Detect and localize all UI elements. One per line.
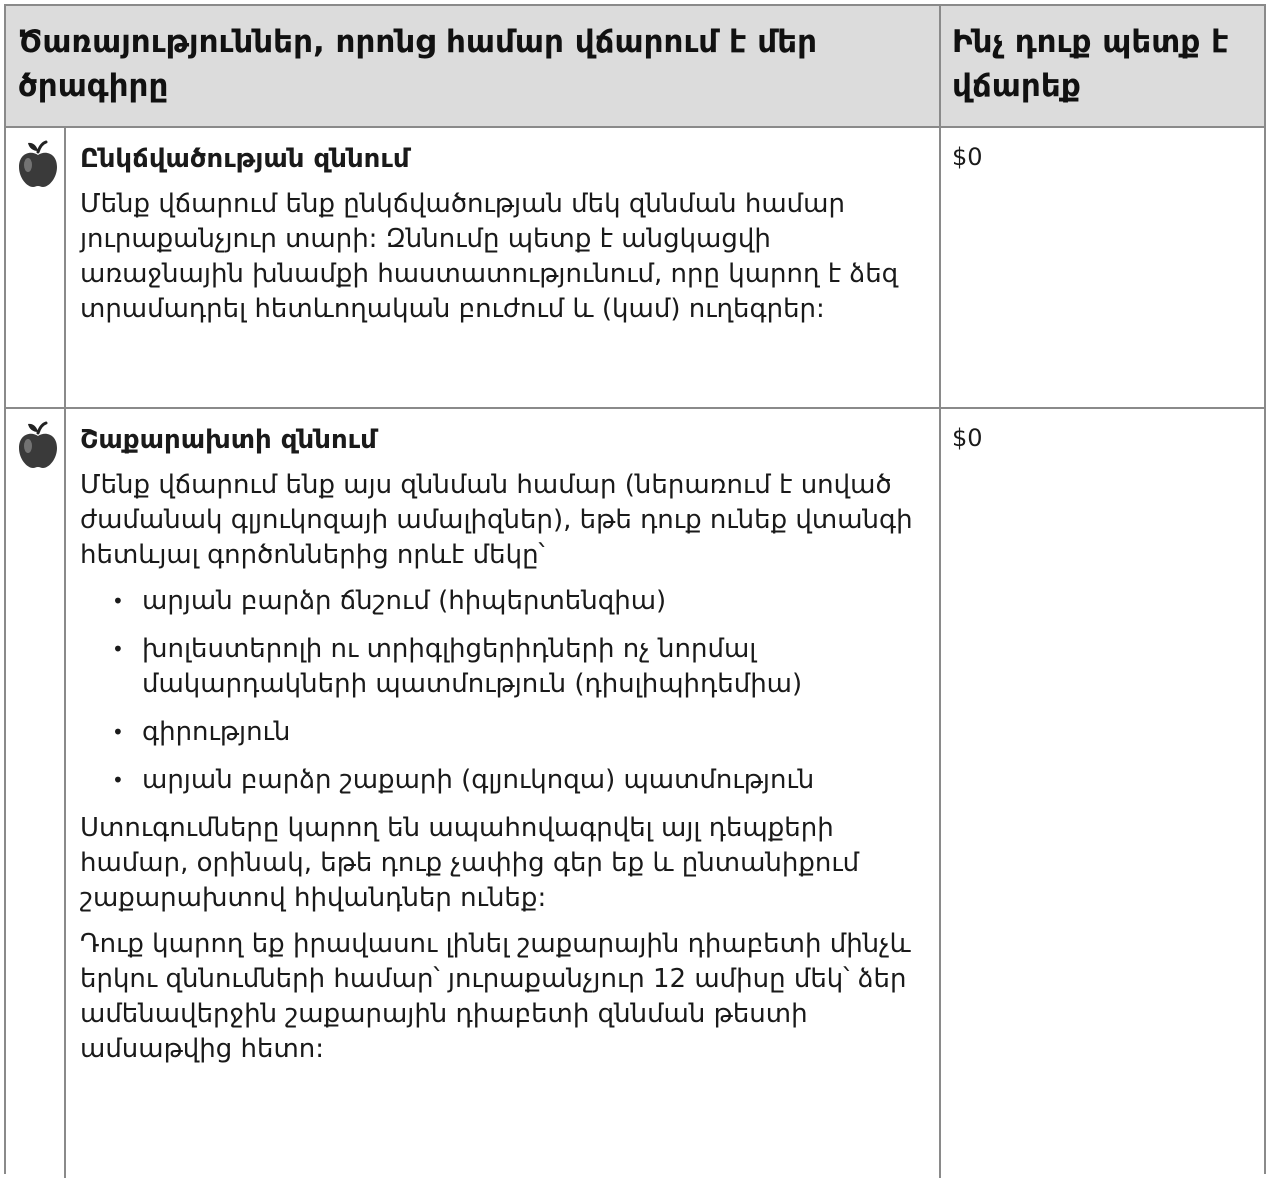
header-services: Ծառայություններ, որոնց համար վճարում է մեր ծրագիրը	[18, 24, 818, 104]
list-item: • արյան բարձր շաքարի (գլյուկոզա) պատմություն	[80, 763, 936, 798]
table-row	[6, 409, 1264, 1189]
service-price: $0	[952, 424, 983, 452]
list-item: • խոլեստերոլի ու տրիգլիցերիդների ոչ նորմալ մակարդակների պատմություն (դիսլիպիդեմիա)	[80, 632, 936, 702]
header-you-pay: Ինչ դուք պետք է վճարեք	[952, 24, 1229, 104]
coverage-table	[4, 4, 1266, 1174]
service-intro: Մենք վճարում ենք այս զննման համար (ներառում է սոված ժամանակ գլյուկոզայի ամալիզներ), եթե դուք ունեք վտանգի հետևյալ գործոններից որևէ մեկը՝	[80, 470, 913, 570]
service-note: Ստուգումները կարող են ապահովագրվել այլ դեպքերի համար, օրինակ, եթե դուք չափից գեր եք և ընտանիքում շաքարախտով հիվանդներ ունեք:	[80, 813, 860, 913]
apple-icon	[16, 140, 60, 188]
apple-icon	[16, 421, 60, 469]
table-row	[6, 128, 1264, 409]
risk-factor-list	[80, 584, 936, 798]
list-item: • արյան բարձր ճնշում (հիպերտենզիա)	[80, 584, 936, 619]
service-description: Մենք վճարում ենք ընկճվածության մեկ զննման համար յուրաքանչյուր տարի: Զննումը պետք է անցկացվի առաջնային խնամքի հաստատությունում, որը կարող է ձեզ տրամադրել հետևողական բուժում և (կամ) ուղեգրեր:	[80, 189, 899, 324]
service-title: Շաքարախտի զննում	[80, 425, 377, 455]
table-header	[6, 6, 1264, 128]
service-title: Ընկճվածության զննում	[80, 144, 410, 174]
service-eligibility: Դուք կարող եք իրավասու լինել շաքարային դիաբետի մինչև երկու զննումների համար՝ յուրաքանչյուր 12 ամիսը մեկ՝ ձեր ամենավերջին շաքարային դիաբետի զննման թեստի ամսաթվից հետո:	[80, 929, 911, 1064]
row-content	[80, 142, 936, 338]
list-item: • գիրություն	[80, 715, 936, 750]
service-price: $0	[952, 143, 983, 171]
row-content	[80, 423, 936, 1078]
